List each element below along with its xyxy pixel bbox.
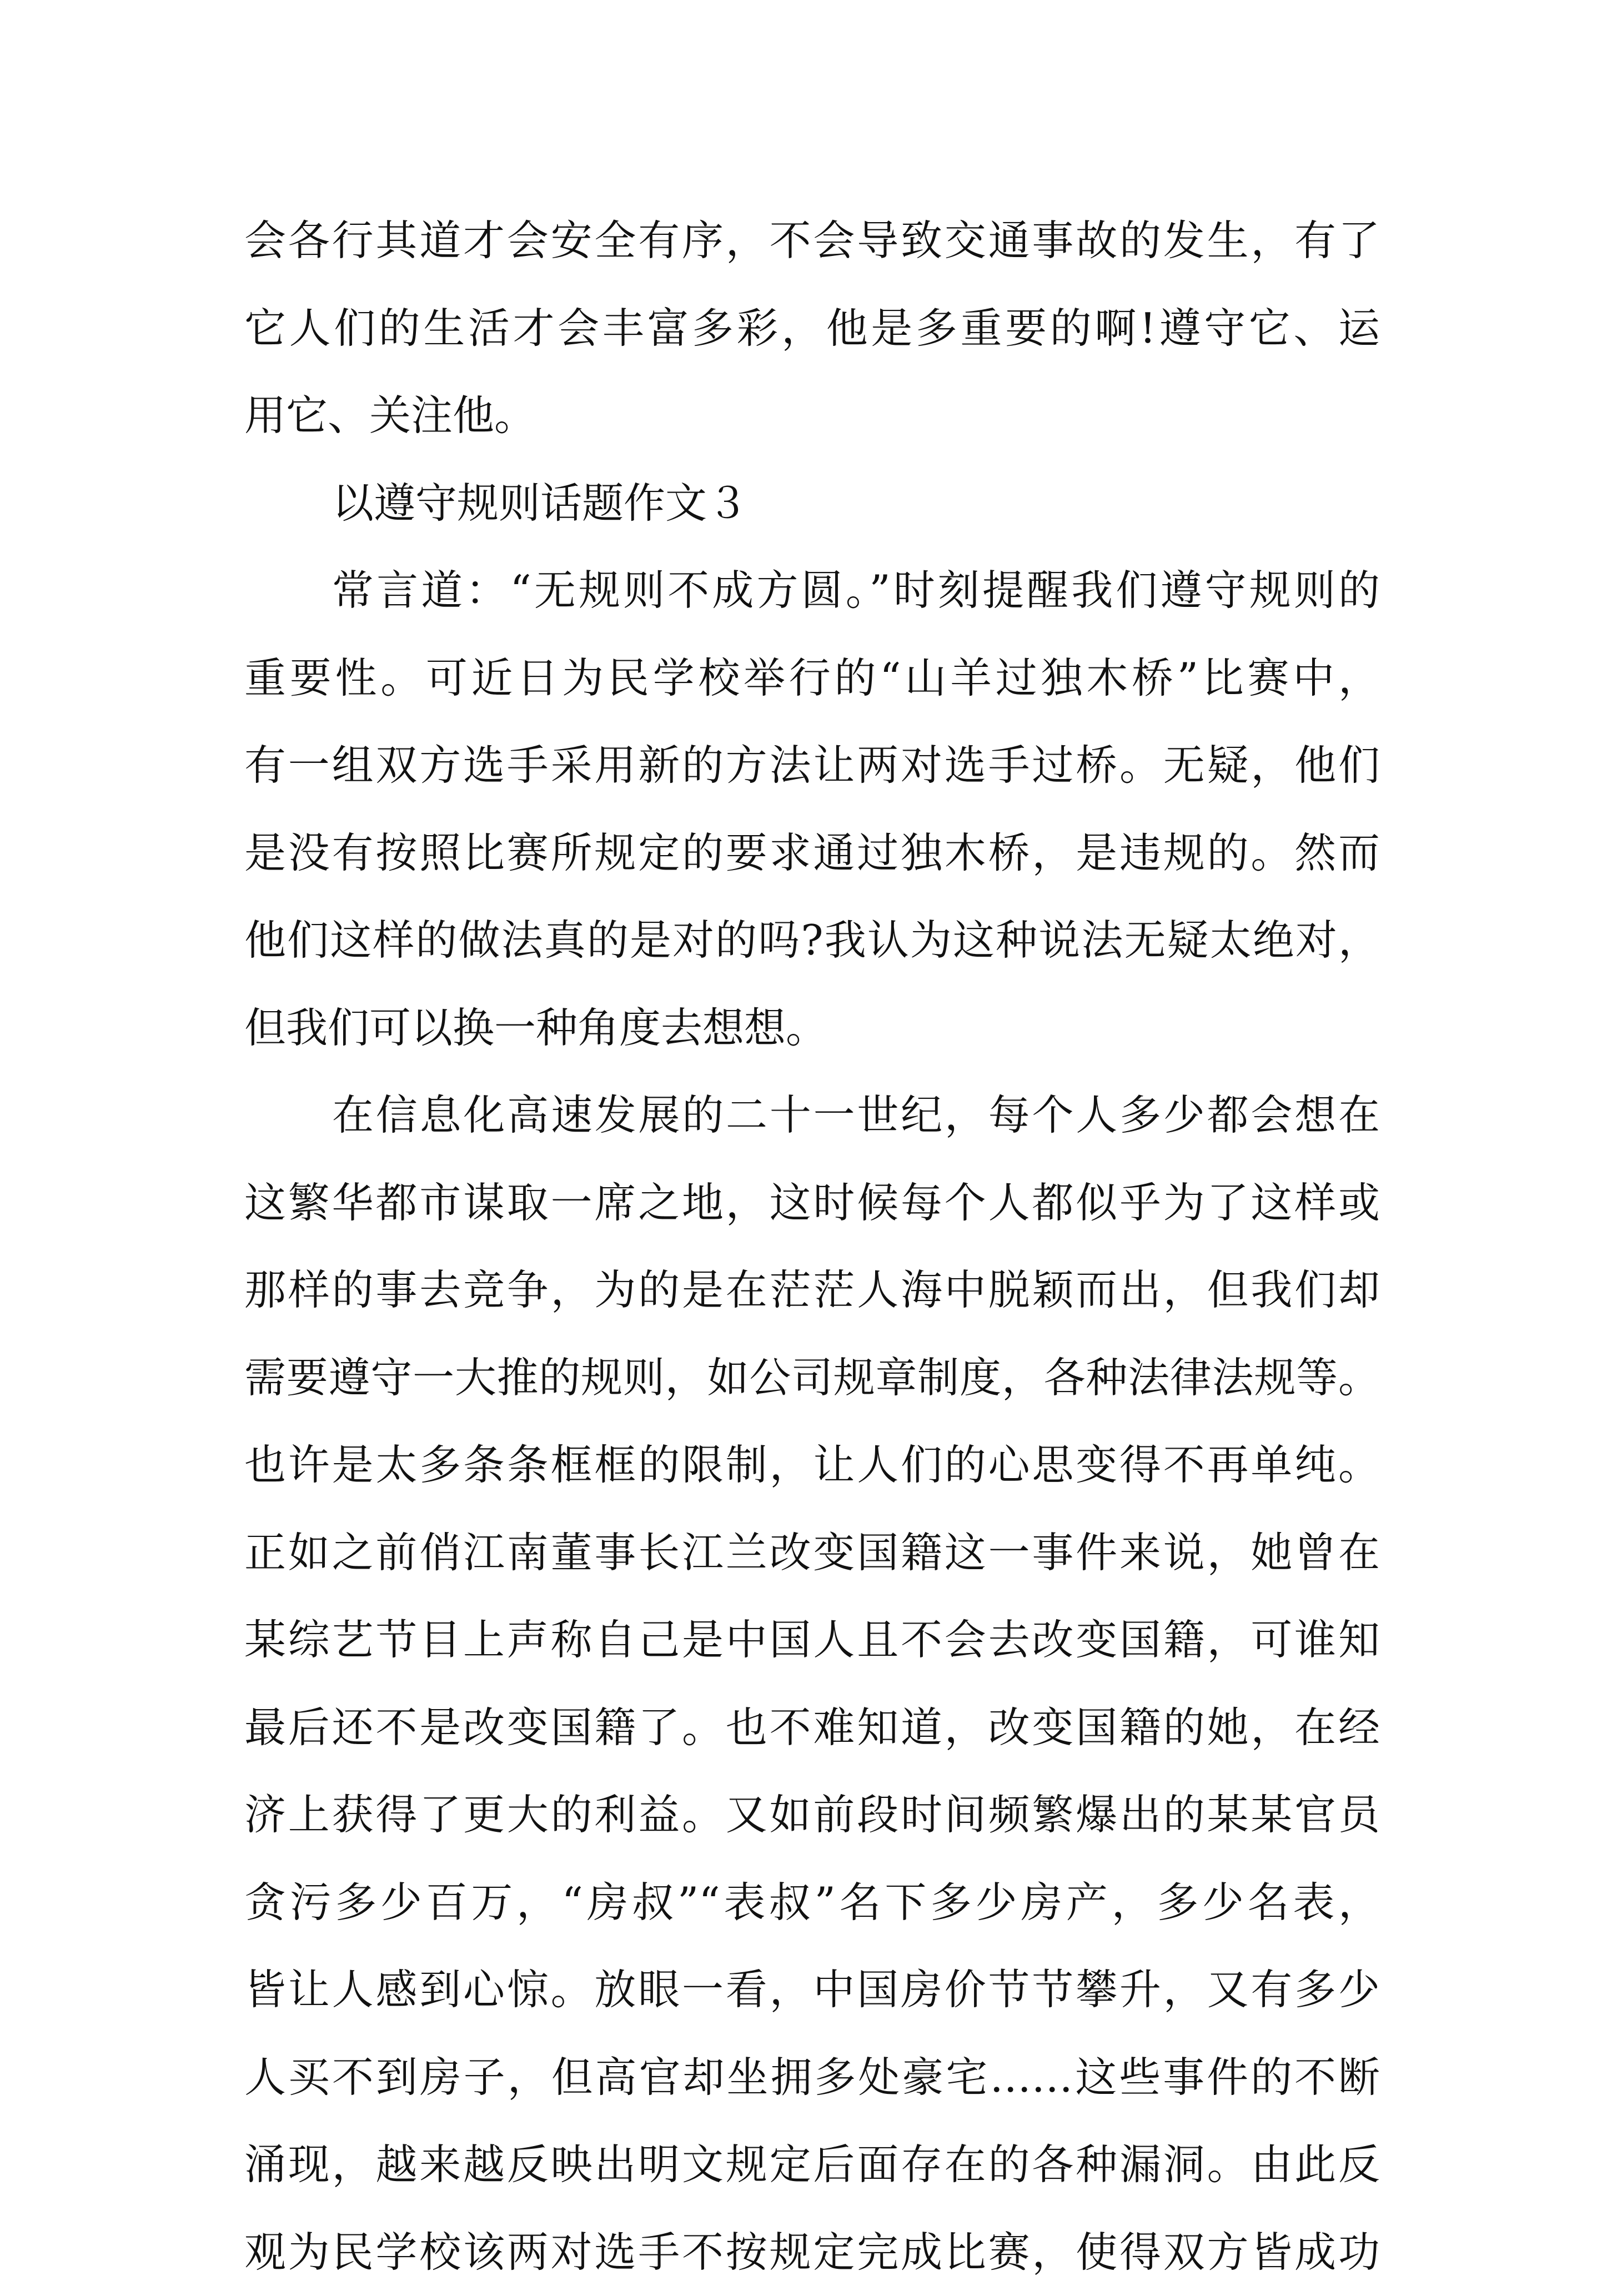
paragraph-line: 重要性。可近日为民学校举行的“山羊过独木桥”比赛中， <box>244 635 1380 722</box>
paragraph-3 <box>244 1072 1380 2296</box>
paragraph-line: 也许是太多条条框框的限制，让人们的心思变得不再单纯。 <box>244 1421 1380 1509</box>
paragraph-line: 济上获得了更大的利益。又如前段时间频繁爆出的某某官员 <box>244 1771 1380 1859</box>
paragraph-line: 那样的事去竞争，为的是在茫茫人海中脱颖而出，但我们却 <box>244 1247 1380 1334</box>
paragraph-line: 会各行其道才会安全有序，不会导致交通事故的发生，有了 <box>244 197 1380 285</box>
paragraph-line: 贪污多少百万，“房叔”“表叔”名下多少房产，多少名表， <box>244 1859 1380 1947</box>
section-title: 以遵守规则话题作文３ <box>244 460 1380 547</box>
paragraph-line: 皆让人感到心惊。放眼一看，中国房价节节攀升，又有多少 <box>244 1946 1380 2034</box>
paragraph-line: 需要遵守一大推的规则，如公司规章制度，各种法律法规等。 <box>244 1334 1380 1422</box>
document-body <box>244 197 1380 2296</box>
paragraph-line: 正如之前俏江南董事长江兰改变国籍这一事件来说，她曾在 <box>244 1509 1380 1597</box>
paragraph-line: 是没有按照比赛所规定的要求通过独木桥，是违规的。然而 <box>244 810 1380 897</box>
paragraph-line: 用它、关注他。 <box>244 372 1380 460</box>
paragraph-2 <box>244 547 1380 1072</box>
paragraph-line: 但我们可以换一种角度去想想。 <box>244 984 1380 1072</box>
paragraph-line: 这繁华都市谋取一席之地，这时候每个人都似乎为了这样或 <box>244 1159 1380 1247</box>
paragraph-line: 有一组双方选手采用新的方法让两对选手过桥。无疑，他们 <box>244 722 1380 810</box>
paragraph-line: 它人们的生活才会丰富多彩，他是多重要的啊!遵守它、运 <box>244 285 1380 373</box>
paragraph-line: 涌现，越来越反映出明文规定后面存在的各种漏洞。由此反 <box>244 2121 1380 2209</box>
paragraph-1 <box>244 197 1380 460</box>
paragraph-line: 常言道：“无规则不成方圆。”时刻提醒我们遵守规则的 <box>244 547 1380 635</box>
paragraph-line: 观为民学校该两对选手不按规定完成比赛，使得双方皆成功 <box>244 2209 1380 2296</box>
paragraph-line: 人买不到房子，但高官却坐拥多处豪宅……这些事件的不断 <box>244 2034 1380 2122</box>
paragraph-line: 某综艺节目上声称自己是中国人且不会去改变国籍，可谁知 <box>244 1596 1380 1684</box>
paragraph-line: 最后还不是改变国籍了。也不难知道，改变国籍的她，在经 <box>244 1684 1380 1772</box>
paragraph-line: 他们这样的做法真的是对的吗?我认为这种说法无疑太绝对， <box>244 897 1380 984</box>
paragraph-line: 在信息化高速发展的二十一世纪，每个人多少都会想在 <box>244 1072 1380 1159</box>
